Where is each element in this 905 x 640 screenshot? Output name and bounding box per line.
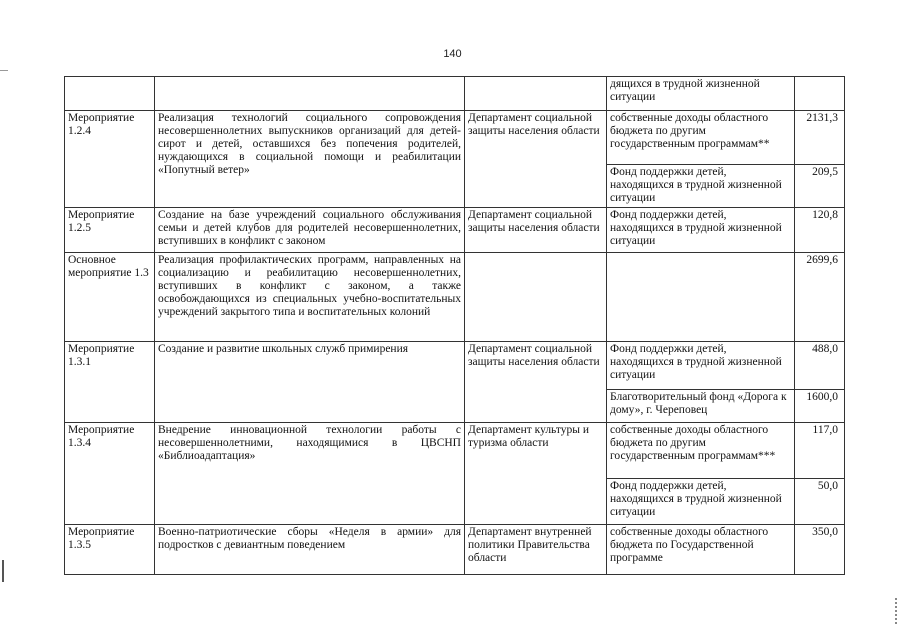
program-activities-table <box>64 76 845 575</box>
funding-source-cell: Фонд поддержки детей, находящихся в трудной жизненной ситуации <box>607 479 795 525</box>
scan-edge-mark <box>895 598 899 624</box>
amount-cell: 50,0 <box>795 479 845 525</box>
amount-cell: 120,8 <box>795 208 845 253</box>
funding-source-cell: дящихся в трудной жизненной ситуации <box>607 77 795 111</box>
page-number: 140 <box>443 48 462 60</box>
executor-cell: Департамент социальной защиты населения области <box>465 342 607 423</box>
amount-cell: 2131,3 <box>795 111 845 165</box>
activity-name-cell: Военно-патриотические сборы «Неделя в армии» для подростков с девиантным поведением <box>155 525 465 575</box>
amount-cell: 1600,0 <box>795 390 845 423</box>
activity-name-cell: Реализация профилактических программ, направленных на социализацию и реабилитацию несовершеннолетних, вступивших в конфликт с законом, а также освобождающихся из специальных учебно-воспитательных учреждений закрытого типа и воспитательных колоний <box>155 253 465 342</box>
activity-name-cell: Реализация технологий социального сопровождения несовершеннолетних выпускников организаций для детей-сирот и детей, оставшихся без попечения родителей, нуждающихся в социальной помощи и реабилитации «Попутный ветер» <box>155 111 465 208</box>
table-row <box>65 525 845 575</box>
funding-source-cell: Фонд поддержки детей, находящихся в трудной жизненной ситуации <box>607 342 795 390</box>
table-row <box>65 111 845 165</box>
funding-source-cell: Фонд поддержки детей, находящихся в трудной жизненной ситуации <box>607 165 795 208</box>
activity-id-cell: Мероприятие 1.2.4 <box>65 111 155 208</box>
funding-source-cell: собственные доходы областного бюджета по Государственной программе <box>607 525 795 575</box>
scan-edge-mark <box>0 70 8 71</box>
amount-cell: 350,0 <box>795 525 845 575</box>
activity-id-cell: Мероприятие 1.3.4 <box>65 423 155 525</box>
funding-source-cell: Благотворительный фонд «Дорога к дому», г. Череповец <box>607 390 795 423</box>
activity-name-cell: Создание и развитие школьных служб примирения <box>155 342 465 423</box>
table-row <box>65 208 845 253</box>
table-row <box>65 77 845 111</box>
activity-id-cell: Основное мероприятие 1.3 <box>65 253 155 342</box>
table-row <box>65 342 845 390</box>
executor-cell: Департамент социальной защиты населения области <box>465 111 607 208</box>
amount-cell: 209,5 <box>795 165 845 208</box>
executor-cell: Департамент социальной защиты населения области <box>465 208 607 253</box>
funding-source-cell: собственные доходы областного бюджета по другим государственным программам*** <box>607 423 795 479</box>
amount-cell: 2699,6 <box>795 253 845 342</box>
funding-source-cell: Фонд поддержки детей, находящихся в трудной жизненной ситуации <box>607 208 795 253</box>
activity-id-cell: Мероприятие 1.3.5 <box>65 525 155 575</box>
executor-cell: Департамент внутренней политики Правительства области <box>465 525 607 575</box>
activity-id-cell: Мероприятие 1.2.5 <box>65 208 155 253</box>
amount-cell: 117,0 <box>795 423 845 479</box>
scan-edge-mark <box>2 560 4 582</box>
table-row <box>65 253 845 342</box>
activity-name-cell: Внедрение инновационной технологии работы с несовершеннолетними, находящимися в ЦВСНП «Библиоадаптация» <box>155 423 465 525</box>
activity-id-cell: Мероприятие 1.3.1 <box>65 342 155 423</box>
funding-source-cell: собственные доходы областного бюджета по другим государственным программам** <box>607 111 795 165</box>
amount-cell: 488,0 <box>795 342 845 390</box>
activity-name-cell: Создание на базе учреждений социального обслуживания семьи и детей клубов для родителей несовершеннолетних, вступивших в конфликт с законом <box>155 208 465 253</box>
table-row <box>65 423 845 479</box>
executor-cell: Департамент культуры и туризма области <box>465 423 607 525</box>
